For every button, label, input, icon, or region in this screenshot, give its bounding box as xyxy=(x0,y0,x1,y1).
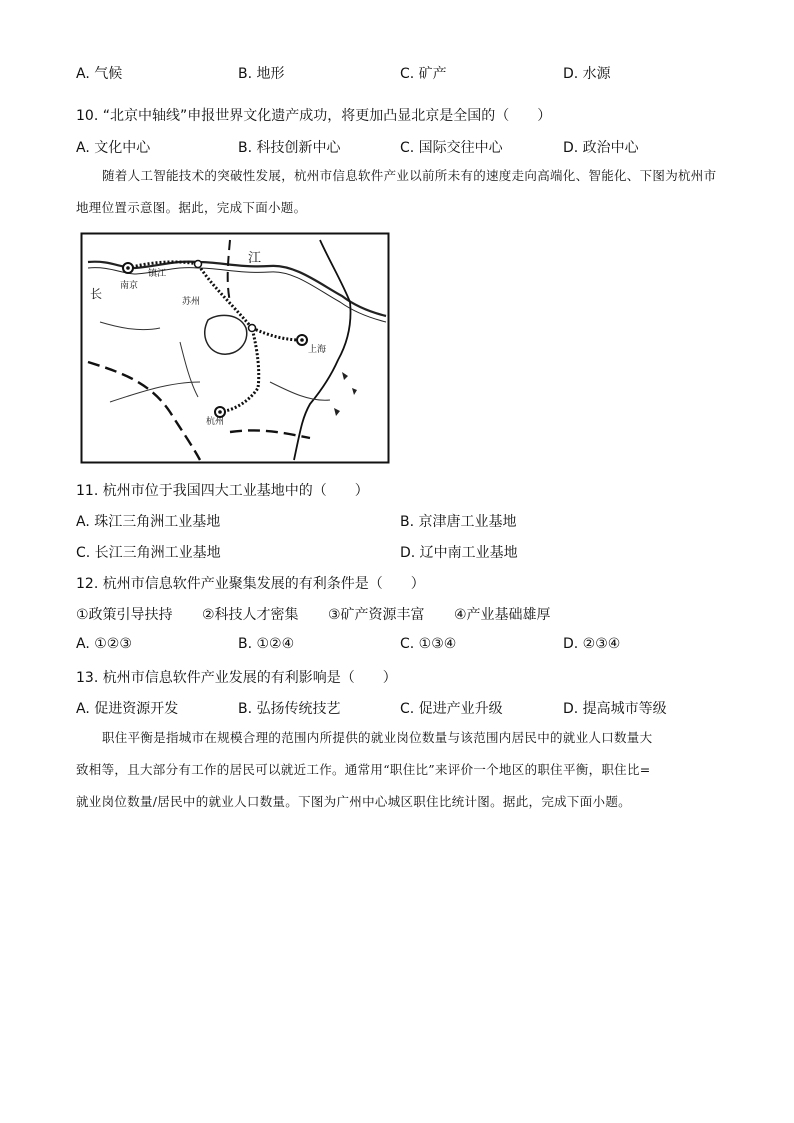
q11-stem: 11. 杭州市位于我国四大工业基地中的（ ） xyxy=(76,483,369,499)
passage-jobs-housing-line-1: 职住平衡是指城市在规模合理的范围内所提供的就业岗位数量与该范围内居民中的就业人口数量大 xyxy=(102,730,653,745)
q12-stem: 12. 杭州市信息软件产业聚集发展的有利条件是（ ） xyxy=(76,576,425,592)
q12-option-b: B. ①②④ xyxy=(238,636,295,652)
map-label-chang: 长 xyxy=(90,287,103,301)
q9-option-a: A. 气候 xyxy=(76,66,123,82)
q10-stem: 10. “北京中轴线”申报世界文化遗产成功，将更加凸显北京是全国的（ ） xyxy=(76,108,552,124)
q13-option-b: B. 弘扬传统技艺 xyxy=(238,701,341,717)
q11-option-a: A. 珠江三角洲工业基地 xyxy=(76,514,221,530)
q10-option-b: B. 科技创新中心 xyxy=(238,140,341,156)
passage-hangzhou-text: 随着人工智能技术的突破性发展，杭州市信息软件产业以前所未有的速度走向高端化、智能化、下图为杭州市地理位置示意图。据此，完成下面小题。 xyxy=(76,168,717,215)
q13-option-a: A. 促进资源开发 xyxy=(76,701,179,717)
hangzhou-location-map xyxy=(80,232,390,464)
q11-option-d: D. 辽中南工业基地 xyxy=(400,545,518,561)
q12-condition-2: ②科技人才密集 xyxy=(202,607,299,623)
q12-option-a: A. ①②③ xyxy=(76,636,132,652)
q10-option-d: D. 政治中心 xyxy=(563,140,639,156)
passage-hangzhou xyxy=(76,160,720,224)
q9-option-c: C. 矿产 xyxy=(400,66,447,82)
map-label-suzhou: 苏州 xyxy=(182,297,201,307)
q10-option-a: A. 文化中心 xyxy=(76,140,151,156)
q12-condition-4: ④产业基础雄厚 xyxy=(454,607,551,623)
q12-option-d: D. ②③④ xyxy=(563,636,621,652)
map-label-nanjing: 南京 xyxy=(120,281,139,291)
map-label-zhenjiang: 镇江 xyxy=(148,269,167,279)
passage-jobs-housing-line-3: 就业岗位数量/居民中的就业人口数量。下图为广州中心城区职住比统计图。据此，完成下面小题。 xyxy=(76,794,631,809)
q13-option-d: D. 提高城市等级 xyxy=(563,701,667,717)
q11-option-c: C. 长江三角洲工业基地 xyxy=(76,545,221,561)
q13-option-c: C. 促进产业升级 xyxy=(400,701,503,717)
q13-stem: 13. 杭州市信息软件产业发展的有利影响是（ ） xyxy=(76,670,397,686)
q9-option-d: D. 水源 xyxy=(563,66,611,82)
map-label-jiang: 江 xyxy=(248,251,262,266)
q11-option-b: B. 京津唐工业基地 xyxy=(400,514,517,530)
q9-option-b: B. 地形 xyxy=(238,66,285,82)
passage-jobs-housing-line-2: 致相等，且大部分有工作的居民可以就近工作。通常用“职住比”来评价一个地区的职住平衡，职住比= xyxy=(76,762,651,777)
q12-condition-3: ③矿产资源丰富 xyxy=(328,607,425,623)
q10-option-c: C. 国际交往中心 xyxy=(400,140,503,156)
q12-condition-1: ①政策引导扶持 xyxy=(76,607,173,623)
map-label-shanghai: 上海 xyxy=(308,345,327,355)
map-label-hangzhou: 杭州 xyxy=(206,417,225,427)
q12-option-c: C. ①③④ xyxy=(400,636,457,652)
passage-jobs-housing xyxy=(76,722,720,818)
